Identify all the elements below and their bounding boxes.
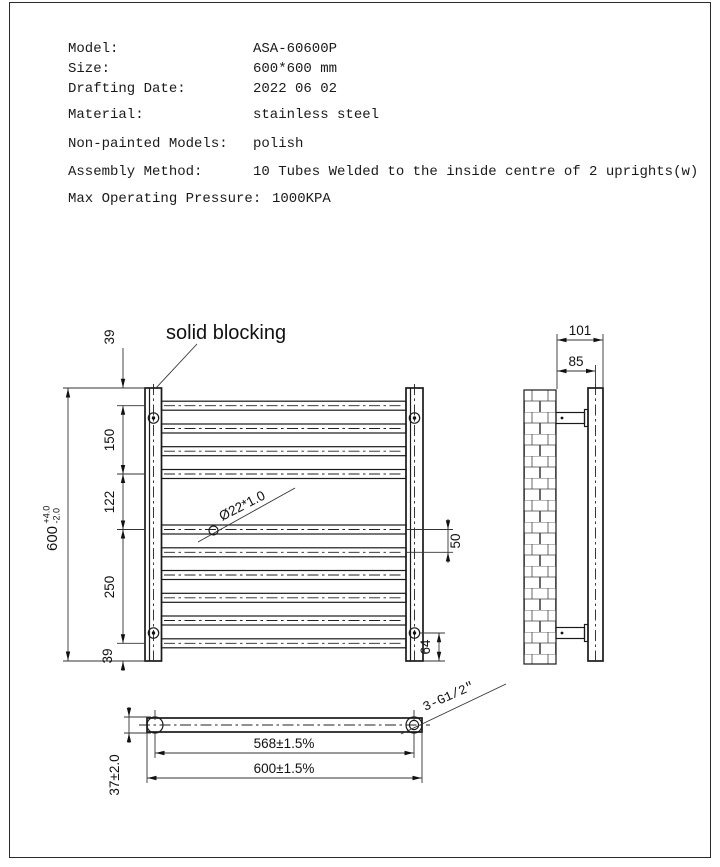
bracket-dot bbox=[413, 631, 416, 634]
tubes bbox=[162, 401, 407, 648]
bracket-screw bbox=[561, 632, 564, 635]
front-view bbox=[42, 322, 464, 671]
spec-value: 2022 06 02 bbox=[253, 81, 338, 97]
spec-label: Model: bbox=[68, 41, 119, 57]
dim-50: 50 bbox=[448, 533, 463, 549]
spec-label: Material: bbox=[68, 107, 144, 123]
tolerance-lower: -2.0 bbox=[51, 507, 62, 524]
spec-label: Non-painted Models: bbox=[68, 136, 228, 152]
dim-122: 122 bbox=[102, 490, 117, 514]
side-view bbox=[524, 323, 603, 665]
bracket-plate bbox=[585, 410, 589, 427]
wall-bracket-bottom bbox=[556, 625, 588, 642]
bracket-plate bbox=[585, 625, 589, 642]
spec-label: Max Operating Pressure: bbox=[68, 191, 262, 207]
dim-overall-height bbox=[42, 506, 62, 551]
solid-blocking-label: solid blocking bbox=[166, 322, 287, 344]
spec-label: Drafting Date: bbox=[68, 81, 186, 97]
dim-600: 600 bbox=[44, 525, 61, 551]
spec-value: 1000KPA bbox=[272, 191, 331, 207]
dim-85: 85 bbox=[568, 354, 584, 369]
bracket-dot bbox=[152, 416, 155, 419]
dim-37: 37±2.0 bbox=[107, 754, 122, 796]
wall-section bbox=[524, 390, 556, 664]
dim-150: 150 bbox=[102, 428, 117, 452]
bracket-arm bbox=[556, 628, 585, 639]
bracket-arm bbox=[556, 413, 585, 424]
spec-value: polish bbox=[253, 136, 304, 152]
spec-value: ASA-60600P bbox=[253, 41, 338, 57]
top-dimensions bbox=[107, 707, 422, 796]
dim-600-width: 600±1.5% bbox=[253, 761, 315, 776]
dim-250: 250 bbox=[102, 575, 117, 599]
callout-leader bbox=[156, 344, 197, 388]
front-dimensions-left bbox=[42, 329, 146, 671]
bracket-screw bbox=[561, 417, 564, 420]
wall-bracket-top bbox=[556, 410, 588, 427]
spec-value: 10 Tubes Welded to the inside centre of 2 uprights(w) bbox=[253, 164, 699, 180]
tube-spec-label: Ø22*1.0 bbox=[216, 487, 268, 524]
solid-blocking-callout bbox=[156, 322, 286, 388]
dim-64: 64 bbox=[418, 639, 433, 655]
front-dimensions-right bbox=[407, 519, 463, 661]
spec-label: Size: bbox=[68, 61, 111, 77]
spec-label: Assembly Method: bbox=[68, 164, 203, 180]
spec-value: stainless steel bbox=[253, 107, 380, 123]
dim-101: 101 bbox=[568, 323, 592, 338]
side-dimensions bbox=[557, 323, 603, 389]
bracket-dot bbox=[413, 416, 416, 419]
thread-callout bbox=[401, 679, 506, 734]
dim-568: 568±1.5% bbox=[253, 736, 315, 751]
tolerance-upper: +4.0 bbox=[41, 505, 52, 524]
dim-39-top: 39 bbox=[102, 329, 117, 345]
dim-39-bottom: 39 bbox=[100, 648, 115, 664]
thread-spec-label: 3-G1/2" bbox=[420, 678, 477, 715]
spec-value: 600*600 mm bbox=[253, 61, 338, 77]
top-view bbox=[107, 679, 506, 796]
bracket-dot bbox=[152, 631, 155, 634]
